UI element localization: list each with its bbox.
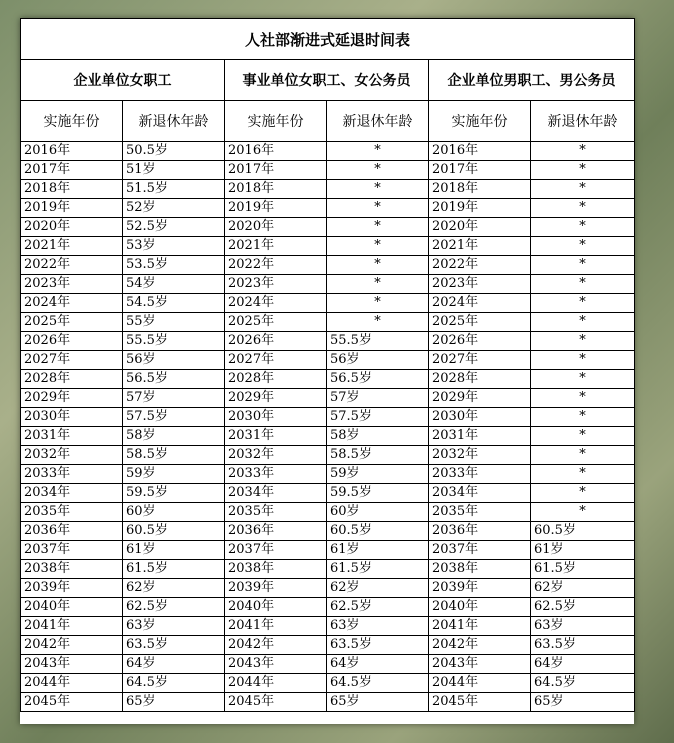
group-header-institution-female: 事业单位女职工、女公务员 (225, 60, 429, 101)
year-cell: 2022年 (429, 256, 531, 275)
age-cell: * (327, 256, 429, 275)
year-cell: 2040年 (429, 598, 531, 617)
year-cell: 2021年 (225, 237, 327, 256)
year-cell: 2043年 (225, 655, 327, 674)
age-cell: 60.5岁 (327, 522, 429, 541)
year-cell: 2041年 (429, 617, 531, 636)
year-cell: 2020年 (225, 218, 327, 237)
age-cell: 63.5岁 (123, 636, 225, 655)
age-cell: 56.5岁 (327, 370, 429, 389)
year-cell: 2045年 (21, 693, 123, 712)
table-row (21, 332, 635, 351)
age-cell: * (531, 370, 635, 389)
year-cell: 2026年 (225, 332, 327, 351)
age-cell: * (327, 180, 429, 199)
year-cell: 2021年 (21, 237, 123, 256)
year-cell: 2021年 (429, 237, 531, 256)
table-row (21, 503, 635, 522)
age-cell: 55.5岁 (123, 332, 225, 351)
age-cell: * (327, 218, 429, 237)
year-cell: 2022年 (21, 256, 123, 275)
age-cell: 59.5岁 (123, 484, 225, 503)
age-cell: 61.5岁 (123, 560, 225, 579)
age-cell: * (531, 180, 635, 199)
age-cell: 56岁 (123, 351, 225, 370)
age-cell: 57.5岁 (327, 408, 429, 427)
year-cell: 2039年 (225, 579, 327, 598)
group-header-male: 企业单位男职工、男公务员 (429, 60, 635, 101)
year-cell: 2036年 (429, 522, 531, 541)
age-cell: 62.5岁 (531, 598, 635, 617)
age-cell: 63.5岁 (327, 636, 429, 655)
year-cell: 2017年 (225, 161, 327, 180)
table-row (21, 560, 635, 579)
year-cell: 2042年 (225, 636, 327, 655)
year-cell: 2025年 (429, 313, 531, 332)
year-cell: 2030年 (21, 408, 123, 427)
table-row (21, 693, 635, 712)
age-cell: 60.5岁 (123, 522, 225, 541)
age-cell: 56岁 (327, 351, 429, 370)
year-cell: 2030年 (429, 408, 531, 427)
year-cell: 2024年 (429, 294, 531, 313)
year-cell: 2036年 (225, 522, 327, 541)
age-cell: 61岁 (327, 541, 429, 560)
table-row (21, 674, 635, 693)
year-cell: 2034年 (21, 484, 123, 503)
sub-header-year: 实施年份 (225, 101, 327, 142)
age-cell: 56.5岁 (123, 370, 225, 389)
sub-header-row (21, 101, 635, 142)
year-cell: 2030年 (225, 408, 327, 427)
age-cell: 65岁 (531, 693, 635, 712)
age-cell: 59岁 (123, 465, 225, 484)
year-cell: 2022年 (225, 256, 327, 275)
year-cell: 2044年 (429, 674, 531, 693)
sub-header-year: 实施年份 (429, 101, 531, 142)
table-row (21, 237, 635, 256)
table-row (21, 256, 635, 275)
table-row (21, 655, 635, 674)
year-cell: 2020年 (21, 218, 123, 237)
year-cell: 2016年 (225, 142, 327, 161)
age-cell: * (531, 503, 635, 522)
sub-header-year: 实施年份 (21, 101, 123, 142)
table-row (21, 446, 635, 465)
age-cell: 62.5岁 (327, 598, 429, 617)
year-cell: 2018年 (225, 180, 327, 199)
year-cell: 2037年 (225, 541, 327, 560)
sub-header-age: 新退休年龄 (327, 101, 429, 142)
age-cell: 57岁 (123, 389, 225, 408)
age-cell: 51.5岁 (123, 180, 225, 199)
year-cell: 2040年 (21, 598, 123, 617)
table-row (21, 218, 635, 237)
year-cell: 2017年 (21, 161, 123, 180)
year-cell: 2035年 (21, 503, 123, 522)
year-cell: 2026年 (21, 332, 123, 351)
retirement-schedule-table (20, 18, 635, 712)
table-row (21, 636, 635, 655)
age-cell: 50.5岁 (123, 142, 225, 161)
table-row (21, 484, 635, 503)
age-cell: * (531, 199, 635, 218)
age-cell: * (531, 218, 635, 237)
table-row (21, 522, 635, 541)
age-cell: * (531, 161, 635, 180)
age-cell: 51岁 (123, 161, 225, 180)
table-row (21, 617, 635, 636)
age-cell: 58岁 (327, 427, 429, 446)
age-cell: * (327, 313, 429, 332)
age-cell: * (531, 294, 635, 313)
year-cell: 2020年 (429, 218, 531, 237)
age-cell: 64.5岁 (123, 674, 225, 693)
age-cell: 60.5岁 (531, 522, 635, 541)
year-cell: 2019年 (21, 199, 123, 218)
year-cell: 2017年 (429, 161, 531, 180)
year-cell: 2027年 (21, 351, 123, 370)
age-cell: 55岁 (123, 313, 225, 332)
age-cell: 59.5岁 (327, 484, 429, 503)
age-cell: 63岁 (327, 617, 429, 636)
year-cell: 2027年 (225, 351, 327, 370)
age-cell: 62.5岁 (123, 598, 225, 617)
age-cell: 61.5岁 (531, 560, 635, 579)
age-cell: 55.5岁 (327, 332, 429, 351)
table-title: 人社部渐进式延退时间表 (21, 19, 635, 60)
age-cell: 61岁 (531, 541, 635, 560)
table-row (21, 161, 635, 180)
year-cell: 2024年 (21, 294, 123, 313)
year-cell: 2034年 (429, 484, 531, 503)
age-cell: 62岁 (327, 579, 429, 598)
table-row (21, 275, 635, 294)
year-cell: 2032年 (429, 446, 531, 465)
year-cell: 2041年 (225, 617, 327, 636)
year-cell: 2034年 (225, 484, 327, 503)
age-cell: 64.5岁 (327, 674, 429, 693)
year-cell: 2029年 (429, 389, 531, 408)
age-cell: 64岁 (123, 655, 225, 674)
age-cell: 54岁 (123, 275, 225, 294)
retirement-table-sheet (20, 18, 634, 724)
age-cell: * (531, 351, 635, 370)
age-cell: * (327, 275, 429, 294)
year-cell: 2032年 (225, 446, 327, 465)
table-row (21, 313, 635, 332)
year-cell: 2018年 (429, 180, 531, 199)
year-cell: 2035年 (225, 503, 327, 522)
year-cell: 2025年 (225, 313, 327, 332)
table-row (21, 142, 635, 161)
age-cell: 65岁 (327, 693, 429, 712)
year-cell: 2044年 (21, 674, 123, 693)
age-cell: * (327, 161, 429, 180)
age-cell: 61.5岁 (327, 560, 429, 579)
year-cell: 2043年 (429, 655, 531, 674)
year-cell: 2040年 (225, 598, 327, 617)
age-cell: 60岁 (327, 503, 429, 522)
year-cell: 2033年 (429, 465, 531, 484)
age-cell: 60岁 (123, 503, 225, 522)
year-cell: 2031年 (21, 427, 123, 446)
age-cell: 63.5岁 (531, 636, 635, 655)
group-header-enterprise-female: 企业单位女职工 (21, 60, 225, 101)
age-cell: * (531, 313, 635, 332)
year-cell: 2025年 (21, 313, 123, 332)
age-cell: * (531, 142, 635, 161)
age-cell: 63岁 (123, 617, 225, 636)
table-row (21, 541, 635, 560)
year-cell: 2033年 (21, 465, 123, 484)
year-cell: 2032年 (21, 446, 123, 465)
sub-header-age: 新退休年龄 (531, 101, 635, 142)
age-cell: 64.5岁 (531, 674, 635, 693)
age-cell: * (531, 332, 635, 351)
age-cell: * (327, 142, 429, 161)
table-row (21, 370, 635, 389)
table-row (21, 389, 635, 408)
year-cell: 2038年 (21, 560, 123, 579)
year-cell: 2038年 (429, 560, 531, 579)
age-cell: * (531, 237, 635, 256)
year-cell: 2039年 (21, 579, 123, 598)
year-cell: 2029年 (225, 389, 327, 408)
year-cell: 2042年 (21, 636, 123, 655)
year-cell: 2043年 (21, 655, 123, 674)
age-cell: 65岁 (123, 693, 225, 712)
age-cell: 52岁 (123, 199, 225, 218)
age-cell: * (531, 427, 635, 446)
year-cell: 2018年 (21, 180, 123, 199)
age-cell: 53岁 (123, 237, 225, 256)
year-cell: 2031年 (225, 427, 327, 446)
year-cell: 2028年 (225, 370, 327, 389)
age-cell: 58岁 (123, 427, 225, 446)
age-cell: * (327, 199, 429, 218)
table-row (21, 427, 635, 446)
age-cell: 57.5岁 (123, 408, 225, 427)
table-row (21, 579, 635, 598)
table-row (21, 408, 635, 427)
age-cell: * (327, 237, 429, 256)
group-header-row (21, 60, 635, 101)
year-cell: 2045年 (429, 693, 531, 712)
year-cell: 2026年 (429, 332, 531, 351)
table-row (21, 180, 635, 199)
year-cell: 2039年 (429, 579, 531, 598)
year-cell: 2044年 (225, 674, 327, 693)
year-cell: 2036年 (21, 522, 123, 541)
year-cell: 2023年 (429, 275, 531, 294)
year-cell: 2016年 (21, 142, 123, 161)
age-cell: 54.5岁 (123, 294, 225, 313)
age-cell: * (531, 275, 635, 294)
table-row (21, 465, 635, 484)
year-cell: 2016年 (429, 142, 531, 161)
year-cell: 2029年 (21, 389, 123, 408)
sub-header-age: 新退休年龄 (123, 101, 225, 142)
year-cell: 2045年 (225, 693, 327, 712)
age-cell: 59岁 (327, 465, 429, 484)
year-cell: 2024年 (225, 294, 327, 313)
table-row (21, 351, 635, 370)
year-cell: 2031年 (429, 427, 531, 446)
year-cell: 2038年 (225, 560, 327, 579)
year-cell: 2028年 (429, 370, 531, 389)
age-cell: 62岁 (123, 579, 225, 598)
age-cell: * (531, 446, 635, 465)
year-cell: 2028年 (21, 370, 123, 389)
age-cell: * (327, 294, 429, 313)
table-row (21, 199, 635, 218)
age-cell: 57岁 (327, 389, 429, 408)
age-cell: 64岁 (531, 655, 635, 674)
age-cell: 62岁 (531, 579, 635, 598)
age-cell: 61岁 (123, 541, 225, 560)
age-cell: 52.5岁 (123, 218, 225, 237)
table-row (21, 598, 635, 617)
year-cell: 2019年 (429, 199, 531, 218)
age-cell: * (531, 408, 635, 427)
age-cell: * (531, 484, 635, 503)
age-cell: * (531, 256, 635, 275)
year-cell: 2033年 (225, 465, 327, 484)
year-cell: 2035年 (429, 503, 531, 522)
age-cell: * (531, 465, 635, 484)
age-cell: * (531, 389, 635, 408)
age-cell: 58.5岁 (327, 446, 429, 465)
year-cell: 2023年 (21, 275, 123, 294)
table-row (21, 294, 635, 313)
age-cell: 53.5岁 (123, 256, 225, 275)
year-cell: 2027年 (429, 351, 531, 370)
title-row (21, 19, 635, 60)
age-cell: 64岁 (327, 655, 429, 674)
year-cell: 2042年 (429, 636, 531, 655)
age-cell: 58.5岁 (123, 446, 225, 465)
year-cell: 2023年 (225, 275, 327, 294)
year-cell: 2037年 (429, 541, 531, 560)
year-cell: 2019年 (225, 199, 327, 218)
age-cell: 63岁 (531, 617, 635, 636)
year-cell: 2037年 (21, 541, 123, 560)
year-cell: 2041年 (21, 617, 123, 636)
